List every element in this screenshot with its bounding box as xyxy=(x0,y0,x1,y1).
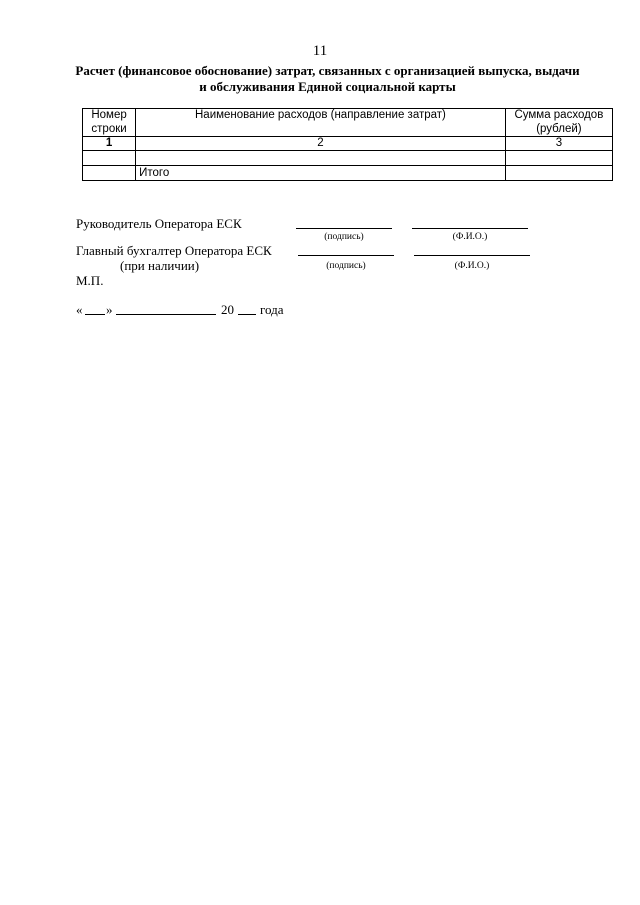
date-suffix: года xyxy=(260,302,284,317)
table-cell[interactable] xyxy=(83,151,136,166)
header-expense-name: Наименование расходов (направление затрат) xyxy=(136,109,506,137)
stamp-mark: М.П. xyxy=(76,273,104,288)
page-number: 11 xyxy=(312,43,328,59)
total-label: Итого xyxy=(136,166,506,181)
column-number-row xyxy=(83,137,613,151)
accountant-signature-line[interactable] xyxy=(298,255,394,256)
total-row xyxy=(83,166,613,181)
accountant-title: Главный бухгалтер Оператора ЕСК xyxy=(76,243,272,258)
date-year-prefix: 20 xyxy=(221,302,234,317)
head-signature-line[interactable] xyxy=(296,228,392,229)
title-line-1: Расчет (финансовое обоснование) затрат, связанных с организацией выпуска, выдачи xyxy=(75,63,580,78)
head-name-line[interactable] xyxy=(412,228,528,229)
column-number-1: 1 xyxy=(83,137,136,151)
table-cell[interactable] xyxy=(136,151,506,166)
cost-calculation-table xyxy=(82,108,613,181)
header-row-number: Номер строки xyxy=(83,109,136,137)
table-cell[interactable] xyxy=(83,166,136,181)
accountant-signature-caption: (подпись) xyxy=(326,261,366,271)
column-number-2: 2 xyxy=(136,137,506,151)
accountant-note: (при наличии) xyxy=(120,258,200,273)
column-number-3: 3 xyxy=(505,137,612,151)
date-open-quote: « xyxy=(76,302,83,317)
title-line-2: и обслуживания Единой социальной карты xyxy=(199,79,456,94)
head-name-caption: (Ф.И.О.) xyxy=(452,232,488,242)
date-month-blank[interactable] xyxy=(116,314,216,315)
accountant-name-line[interactable] xyxy=(414,255,530,256)
table-header-row xyxy=(83,109,613,137)
table-cell[interactable] xyxy=(505,151,612,166)
table-row xyxy=(83,151,613,166)
date-day-blank[interactable] xyxy=(85,314,105,315)
date-close-quote: » xyxy=(106,302,113,317)
date-year-blank[interactable] xyxy=(238,314,256,315)
accountant-name-caption: (Ф.И.О.) xyxy=(454,261,490,271)
header-expense-sum: Сумма расходов (рублей) xyxy=(505,109,612,137)
total-sum-cell[interactable] xyxy=(505,166,612,181)
document-title xyxy=(60,63,595,95)
head-title: Руководитель Оператора ЕСК xyxy=(76,216,242,231)
date-line xyxy=(76,302,396,320)
head-signature-caption: (подпись) xyxy=(324,232,364,242)
